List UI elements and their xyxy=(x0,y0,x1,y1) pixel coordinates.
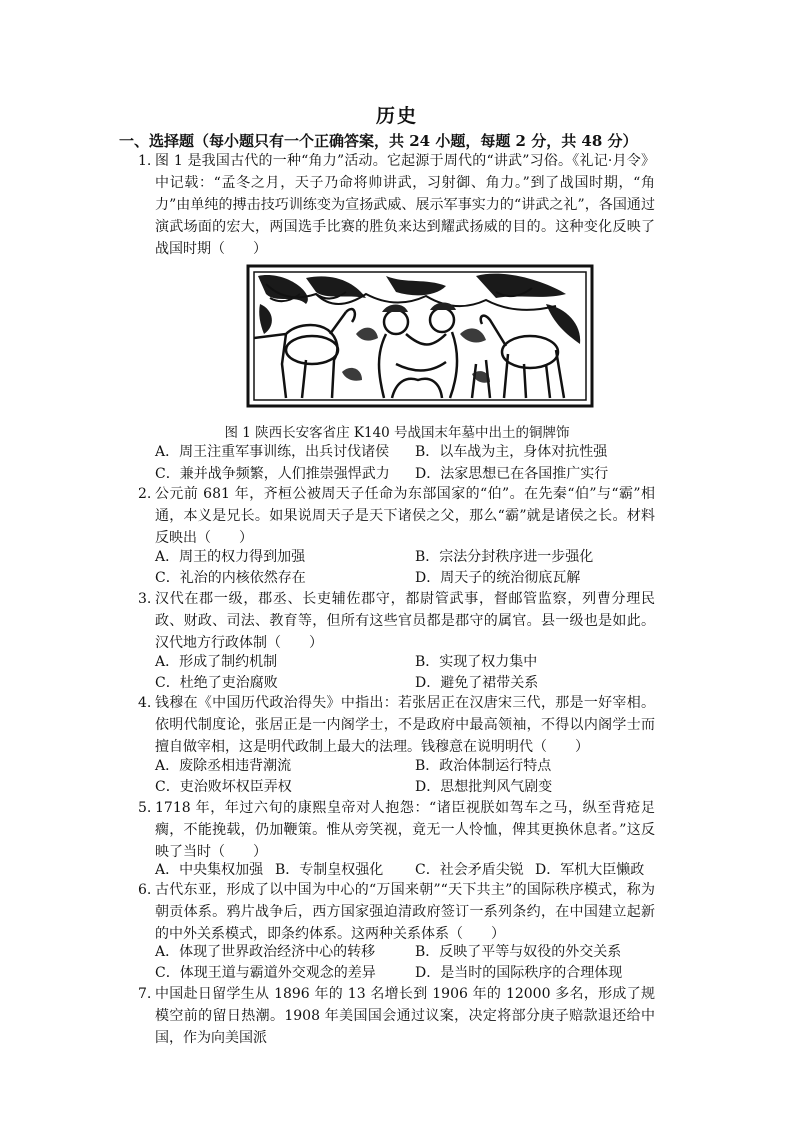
question-5 xyxy=(138,797,655,863)
question-stem: 图 1 是我国古代的一种“角力”活动。它起源于周代的“讲武”习俗。《礼记·月令》中记载：“孟冬之月，天子乃命将帅讲武，习射御、角力。”到了战国时期，“角力”由单纯的搏击技巧训练变为宣扬武威、展示军事实力的“讲武之礼”，各国通过演武场面的宏大，两国选手比赛的胜负来达到耀武扬威的目的。这种变化反映了战国时期（ ） xyxy=(155,153,655,257)
option-d: D．是当时的国际秩序的合理体现 xyxy=(415,965,623,981)
option-b: B．专制皇权强化 xyxy=(275,862,384,878)
question-stem: 古代东亚，形成了以中国为中心的“万国来朝”“天下共主”的国际秩序模式，称为朝贡体系。鸦片战争后，西方国家强迫清政府签订一系列条约，在中国建立起新的中外关系模式，即条约体系。这两种关系体系（ ） xyxy=(155,882,655,942)
option-a: A．中央集权加强 xyxy=(155,862,264,878)
question-number: 4. xyxy=(138,695,152,711)
bronze-plaque-figure xyxy=(246,264,594,408)
option-a: A．周王的权力得到加强 xyxy=(155,549,306,565)
option-b: B．实现了权力集中 xyxy=(415,654,538,670)
question-stem: 汉代在郡一级，郡丞、长吏辅佐郡守，都尉管武事，督邮管监察，列曹分理民政、财政、司法、教育等，但所有这些官员都是郡守的属官。县一级也是如此。汉代地方行政体制（ ） xyxy=(155,591,655,651)
question-number: 3. xyxy=(138,591,152,607)
question-6 xyxy=(138,879,655,945)
question-3 xyxy=(138,588,655,654)
option-a: A．周王注重军事训练，出兵讨伐诸侯 xyxy=(155,444,390,460)
question-number: 5. xyxy=(138,800,152,816)
section-heading: 一、选择题（每小题只有一个正确答案，共 24 小题，每题 2 分，共 48 分） xyxy=(119,132,638,150)
question-1 xyxy=(138,150,655,260)
option-c: C．社会矛盾尖锐 xyxy=(415,862,524,878)
question-number: 2. xyxy=(138,486,152,502)
option-c: C．体现王道与霸道外交观念的差异 xyxy=(155,965,376,981)
option-d: D．军机大臣懒政 xyxy=(535,862,645,878)
option-b: B．政治体制运行特点 xyxy=(415,758,552,774)
option-c: C．兼并战争频繁，人们推崇强悍武力 xyxy=(155,466,390,482)
option-d: D．周天子的统治彻底瓦解 xyxy=(415,570,581,586)
option-d: D．思想批判风气剧变 xyxy=(415,779,553,795)
option-a: A．废除丞相违背潮流 xyxy=(155,758,292,774)
option-b: B．宗法分封秩序进一步强化 xyxy=(415,549,594,565)
question-2 xyxy=(138,483,655,549)
option-c: C．吏治败坏权臣弄权 xyxy=(155,779,292,795)
question-stem: 公元前 681 年，齐桓公被周天子任命为东部国家的“伯”。在先秦“伯”与“霸”相通，本义是兄长。如果说周天子是天下诸侯之父，那么“霸”就是诸侯之长。材料反映出（ ） xyxy=(155,486,655,546)
question-number: 6. xyxy=(138,882,152,898)
option-a: A．形成了制约机制 xyxy=(155,654,278,670)
option-b: B．以车战为主，身体对抗性强 xyxy=(415,444,608,460)
question-number: 7. xyxy=(138,986,152,1002)
option-b: B．反映了平等与奴役的外交关系 xyxy=(415,944,622,960)
option-d: D．法家思想已在各国推广实行 xyxy=(415,466,609,482)
option-a: A．体现了世界政治经济中心的转移 xyxy=(155,944,376,960)
question-number: 1. xyxy=(138,153,152,169)
question-stem: 1718 年，年过六旬的康熙皇帝对人抱怨：“诸臣视朕如驾车之马，纵至背疮足瘸，不能挽载，仍加鞭策。惟从旁笑视，竟无一人怜恤，俾其更换休息者。”这反映了当时（ ） xyxy=(155,800,655,860)
option-c: C．杜绝了吏治腐败 xyxy=(155,675,278,691)
option-d: D．避免了裙带关系 xyxy=(415,675,539,691)
question-stem: 中国赴日留学生从 1896 年的 13 名增长到 1906 年的 12000 多名，形成了规模空前的留日热潮。1908 年美国国会通过议案，决定将部分庚子赔款退还给中国，作为向美国派 xyxy=(155,986,655,1046)
option-c: C．礼治的内核依然存在 xyxy=(155,570,306,586)
page-title: 历史 xyxy=(375,105,418,127)
question-stem: 钱穆在《中国历代政治得失》中指出：若张居正在汉唐宋三代，那是一好宰相。依明代制度论，张居正是一内阁学士，不是政府中最高领袖，不得以内阁学士而擅自做宰相，这是明代政制上最大的法理。钱穆意在说明明代（ ） xyxy=(155,695,655,755)
question-4 xyxy=(138,692,655,758)
figure-caption: 图 1 陕西长安客省庄 K140 号战国末年墓中出土的铜牌饰 xyxy=(224,425,570,441)
question-7 xyxy=(138,983,655,1049)
